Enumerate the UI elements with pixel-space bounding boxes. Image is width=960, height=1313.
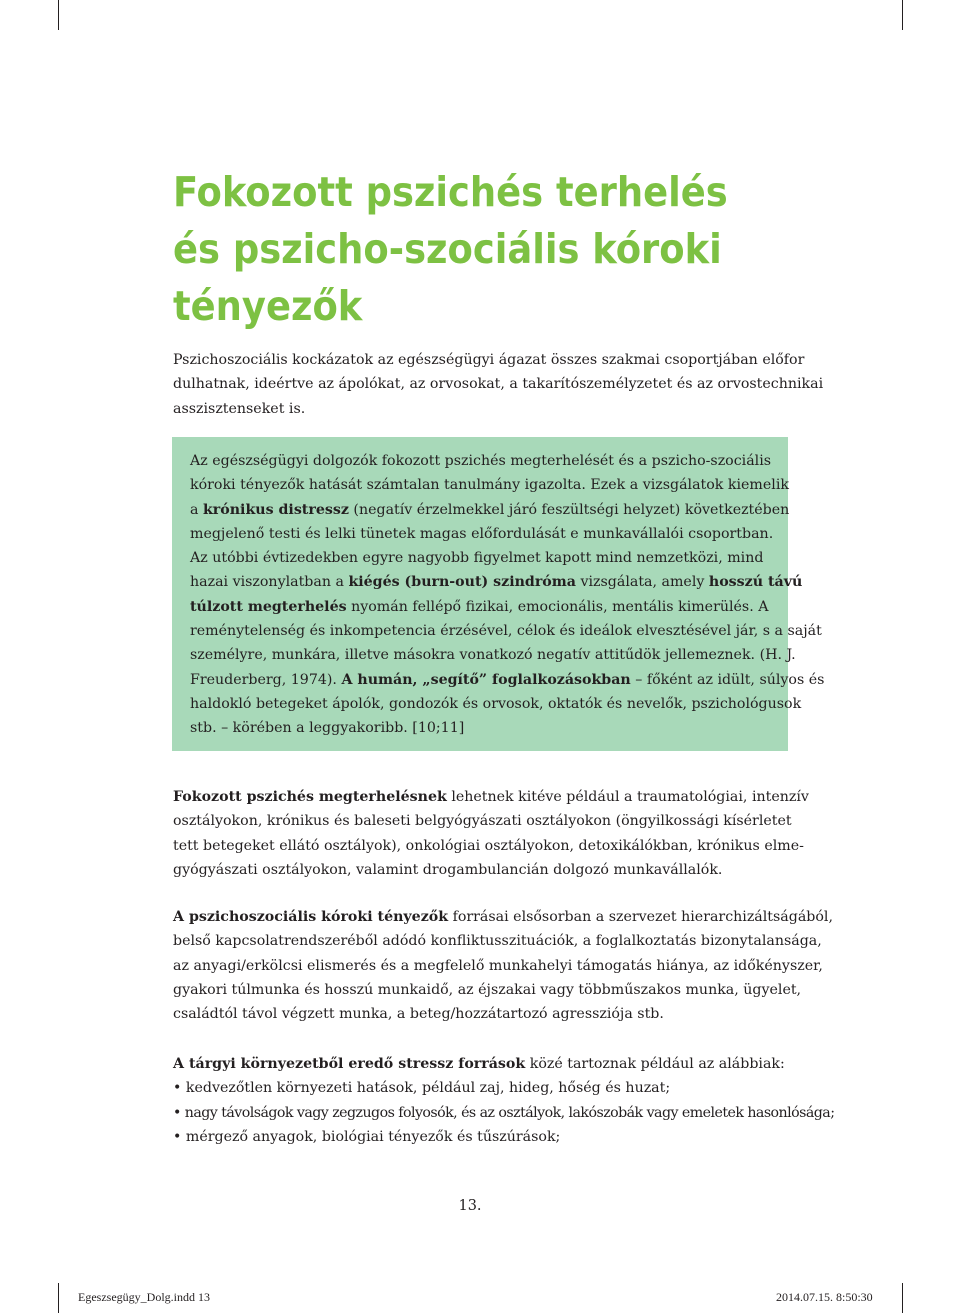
text-line: a krónikus distressz (negatív érzelmekkel járó feszültségi helyzet) következtében	[190, 501, 790, 518]
list-item: • kedvezőtlen környezeti hatások, például zaj, hideg, hőség és huzat;	[173, 1080, 671, 1097]
emphasis: hosszú távú	[708, 574, 803, 591]
list-item: • mérgező anyagok, biológiai tényezők és tűszúrások;	[173, 1128, 561, 1145]
text-line: személyre, munkára, illetve másokra vonatkozó negatív attitűdök jellemeznek. (H. J.	[190, 647, 796, 664]
title-line: és pszicho-szociális kóroki	[173, 225, 722, 273]
paragraph-psychosocial-factors	[173, 905, 833, 1026]
text-line: Freuderberg, 1974). A humán, „segítő” foglalkozásokban – főként az idült, súlyos és	[190, 671, 825, 688]
slug-date: 2014.07.15.	[776, 1290, 833, 1304]
text-line: A pszichoszociális kóroki tényezők forrásai elsősorban a szervezet hierarchizáltságából,	[173, 909, 833, 925]
text-line: gyakori túlmunka és hosszú munkaidő, az éjszakai vagy többműszakos munka, ügyelet,	[173, 981, 802, 998]
text-line: Fokozott pszichés megterhelésnek lehetnek kitéve például a traumatológiai, intenzív	[173, 789, 809, 805]
emphasis: A tárgyi környezetből eredő stressz források	[173, 1056, 526, 1072]
text-line: az anyagi/erkölcsi elismerés és a megfelelő munkahelyi támogatás hiánya, az időkényszer,	[173, 957, 823, 974]
page-title	[173, 164, 873, 335]
text-line: reménytelenség és inkompetencia érzésével, célok és ideálok elvesztésével jár, s a saját	[190, 623, 822, 640]
crop-mark	[58, 1283, 59, 1313]
text-line: tett betegeket ellátó osztályok), onkológiai osztályokon, detoxikálókban, krónikus elme-	[173, 837, 804, 854]
text-line: túlzott megterhelés nyomán fellépő fizikai, emocionális, mentális kimerülés. A	[190, 598, 769, 615]
title-line: tényezők	[173, 282, 363, 330]
text-line: megjelenő testi és lelki tünetek magas előfordulását e munkavállalói csoportban.	[190, 525, 774, 542]
text-line: hazai viszonylatban a kiégés (burn-out) szindróma vizsgálata, amely hosszú távú	[190, 574, 803, 591]
text-line: családtól távol végzett munka, a beteg/hozzátartozó agressziója stb.	[173, 1006, 664, 1023]
emphasis: túlzott megterhelés	[190, 598, 347, 615]
title-line: Fokozott pszichés terhelés	[173, 168, 728, 216]
emphasis: A humán, „segítő” foglalkozásokban	[341, 671, 631, 688]
emphasis: kiégés (burn-out) szindróma	[348, 574, 576, 591]
emphasis: A pszichoszociális kóroki tényezők	[173, 909, 449, 925]
text-line: gyógyászati osztályokon, valamint drogambulancián dolgozó munkavállalók.	[173, 861, 723, 878]
emphasis: Fokozott pszichés megterhelésnek	[173, 789, 447, 805]
intro-paragraph	[173, 348, 824, 421]
crop-mark	[58, 0, 59, 30]
paragraph-psychic-load	[173, 785, 809, 882]
slug-time: 8:50:30	[836, 1290, 873, 1304]
text-line: Az utóbbi évtizedekben egyre nagyobb figyelmet kapott mind nemzetközi, mind	[190, 550, 764, 567]
list-item: • nagy távolságok vagy zegzugos folyosók, és az osztályok, lakószobák vagy emeletek hasonlósága;	[173, 1104, 835, 1121]
page-number: 13.	[458, 1198, 482, 1214]
paragraph-stress-sources	[173, 1052, 835, 1149]
text-line: dulhatnak, ideértve az ápolókat, az orvosokat, a takarítószemélyzetet és az orvostechnikai	[173, 376, 824, 393]
text-line: belső kapcsolatrendszeréből adódó konfliktusszituációk, a foglalkoztatás bizonytalansága,	[173, 933, 822, 950]
text-line: asszisztenseket is.	[173, 400, 306, 417]
text-line: A tárgyi környezetből eredő stressz források közé tartoznak például az alábbiak:	[173, 1056, 785, 1072]
text-line: osztályokon, krónikus és baleseti belgyógyászati osztályokon (öngyilkossági kísérletet	[173, 813, 792, 830]
text-line: Az egészségügyi dolgozók fokozott pszichés megterhelését és a pszicho-szociális	[190, 453, 772, 469]
emphasis: krónikus distressz	[202, 501, 349, 518]
text-line: stb. – körében a leggyakoribb. [10;11]	[190, 720, 465, 737]
crop-mark	[902, 0, 903, 30]
highlight-box	[172, 437, 825, 751]
crop-mark	[902, 1283, 903, 1313]
slug-filename: Egeszsegügy_Dolg.indd 13	[78, 1290, 210, 1304]
text-line: kóroki tényezők hatását számtalan tanulmány igazolta. Ezek a vizsgálatok kiemelik	[190, 477, 789, 494]
text-line: haldokló betegeket ápolók, gondozók és orvosok, oktatók és nevelők, pszichológusok	[190, 695, 802, 712]
highlight-text	[190, 449, 825, 741]
text-line: Pszichoszociális kockázatok az egészségügyi ágazat összes szakmai csoportjában előfor	[173, 352, 805, 368]
